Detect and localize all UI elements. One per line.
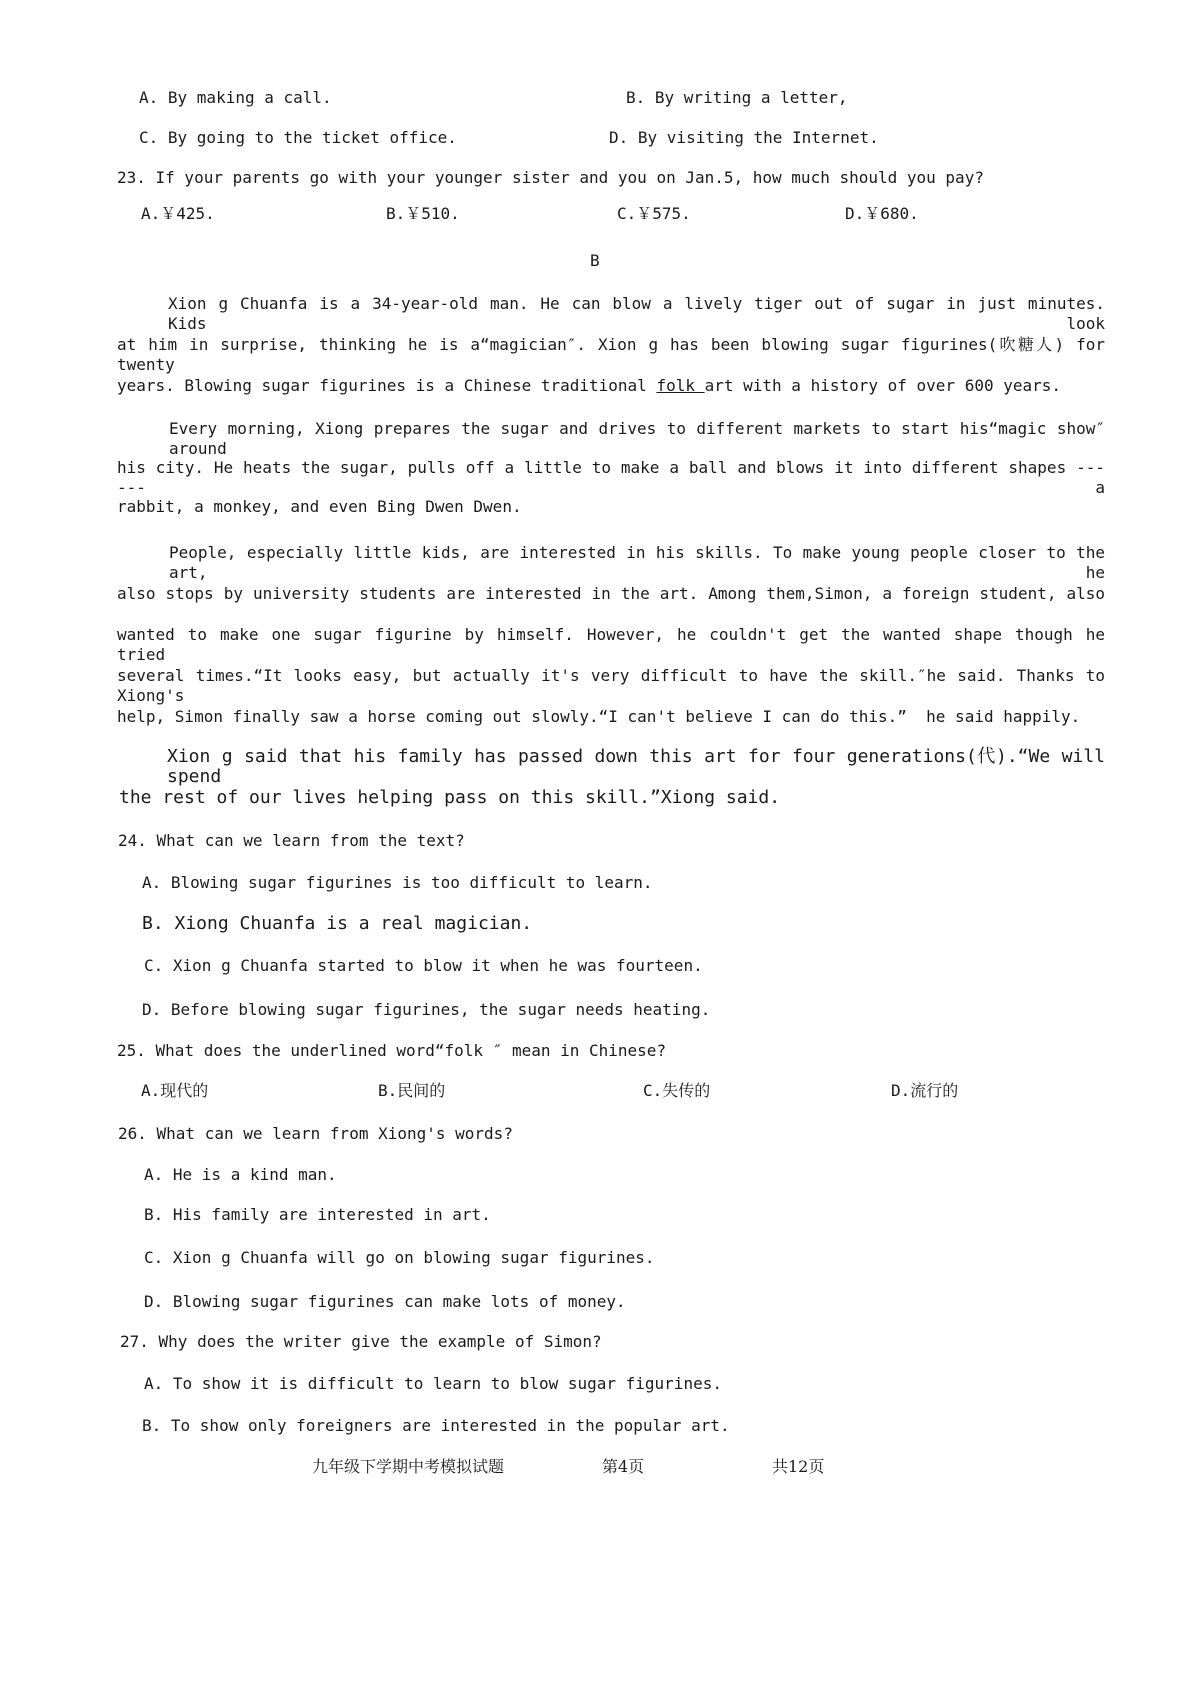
passage-p3-line5: help, Simon finally saw a horse coming out slowly.“I can't believe I can do this.” he said happily. (117, 707, 1081, 726)
passage-p1-line1: Xion g Chuanfa is a 34-year-old man. He can blow a lively tiger out of sugar in just minutes. Kids look (168, 294, 1105, 333)
q25-stem: 25. What does the underlined word“folk ″ mean in Chinese? (117, 1041, 667, 1060)
passage-p1-line2: at him in surprise, thinking he is a“magician″. Xion g has been blowing sugar figurines(吹糖人) for twenty (117, 335, 1105, 374)
passage-p2-line3: rabbit, a monkey, and even Bing Dwen Dwen. (117, 497, 522, 516)
q22-option-a: A. By making a call. (139, 88, 332, 107)
q26-option-b: B. His family are interested in art. (144, 1205, 491, 1224)
q26-option-d: D. Blowing sugar figurines can make lots of money. (144, 1292, 626, 1311)
passage-p3-line4: several times.“It looks easy, but actually it's very difficult to have the skill.″he said. Thanks to Xiong's (117, 666, 1105, 705)
q24-option-a: A. Blowing sugar figurines is too difficult to learn. (142, 873, 653, 892)
footer-exam-title: 九年级下学期中考模拟试题 (312, 1457, 505, 1476)
passage-p3-line3: wanted to make one sugar figurine by himself. However, he couldn't get the wanted shape though he tried (117, 625, 1105, 664)
q23-option-b: B.￥510. (386, 204, 460, 223)
q25-option-c: C.失传的 (643, 1081, 711, 1100)
underlined-word-folk: folk (656, 376, 705, 395)
q22-option-b: B. By writing a letter, (626, 88, 848, 107)
q23-stem: 23. If your parents go with your younger sister and you on Jan.5, how much should you pay? (117, 168, 984, 187)
passage-p4-line2: the rest of our lives helping pass on this skill.”Xiong said. (119, 787, 781, 808)
q26-option-c: C. Xion g Chuanfa will go on blowing sugar figurines. (144, 1248, 655, 1267)
q22-option-d: D. By visiting the Internet. (609, 128, 879, 147)
q26-option-a: A. He is a kind man. (144, 1165, 337, 1184)
passage-p2-line2: his city. He heats the sugar, pulls off a little to make a ball and blows it into different shapes ------ a (117, 458, 1105, 497)
q24-option-d: D. Before blowing sugar figurines, the sugar needs heating. (142, 1000, 711, 1019)
q23-option-d: D.￥680. (845, 204, 919, 223)
footer-total-pages: 共12页 (772, 1457, 825, 1476)
q24-stem: 24. What can we learn from the text? (118, 831, 465, 850)
q25-option-b: B.民间的 (378, 1081, 446, 1100)
q25-option-a: A.现代的 (141, 1081, 209, 1100)
passage-p4-line1: Xion g said that his family has passed down this art for four generations(代).“We will spend (167, 746, 1105, 787)
q25-option-d: D.流行的 (891, 1081, 959, 1100)
q24-option-c: C. Xion g Chuanfa started to blow it when he was fourteen. (144, 956, 703, 975)
q27-option-a: A. To show it is difficult to learn to blow sugar figurines. (144, 1374, 722, 1393)
passage-p3-line2: also stops by university students are interested in the art. Among them,Simon, a foreign student, also (117, 584, 1105, 603)
q27-stem: 27. Why does the writer give the example of Simon? (120, 1332, 602, 1351)
passage-p3-line1: People, especially little kids, are interested in his skills. To make young people closer to the art, he (169, 543, 1105, 582)
passage-p1-line3: years. Blowing sugar figurines is a Chinese traditional folk art with a history of over 600 years. (117, 376, 1062, 395)
q27-option-b: B. To show only foreigners are interested in the popular art. (142, 1416, 730, 1435)
section-label: B (590, 251, 600, 270)
q26-stem: 26. What can we learn from Xiong's words? (118, 1124, 513, 1143)
q24-option-b: B. Xiong Chuanfa is a real magician. (142, 913, 533, 934)
q22-option-c: C. By going to the ticket office. (139, 128, 457, 147)
q23-option-c: C.￥575. (617, 204, 691, 223)
footer-page-number: 第4页 (602, 1457, 645, 1476)
q23-option-a: A.￥425. (141, 204, 215, 223)
passage-p2-line1: Every morning, Xiong prepares the sugar and drives to different markets to start his“magic show″ around (169, 419, 1105, 458)
